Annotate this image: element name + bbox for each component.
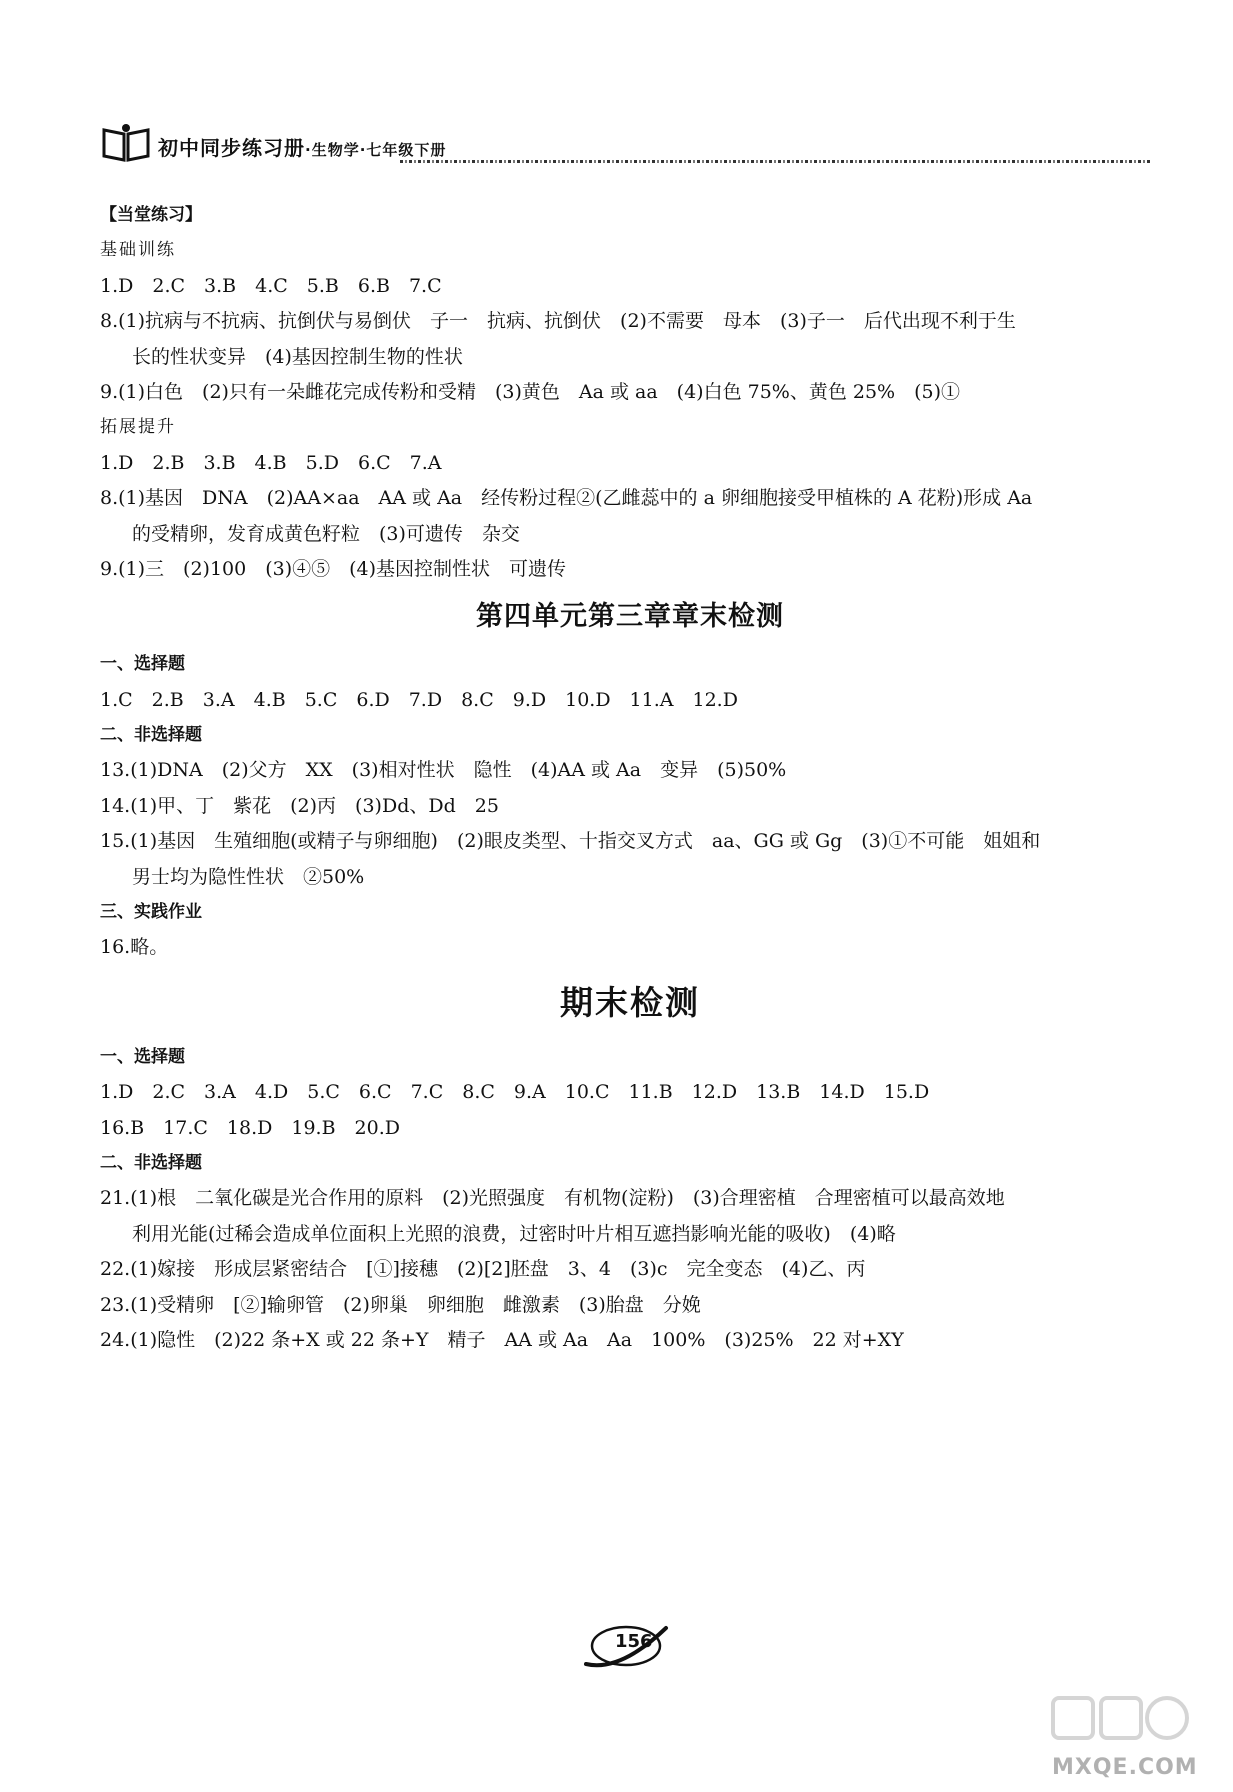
basic-training-label: 基础训练 <box>100 240 176 261</box>
answer-line: 的受精卵，发育成黄色籽粒 (3)可遗传 杂交 <box>132 522 520 545</box>
answer-line: 21.(1)根 二氧化碳是光合作用的原料 (2)光照强度 有机物(淀粉) (3)合理密植 合理密植可以最高效地 <box>100 1187 1005 1210</box>
answer-line: 1.C 2.B 3.A 4.B 5.C 6.D 7.D 8.C 9.D 10.D 11.A 12.D <box>100 688 738 711</box>
answer-line: 16.略。 <box>100 936 169 959</box>
answer-line: 1.D 2.C 3.A 4.D 5.C 6.C 7.C 8.C 9.A 10.C 11.B 12.D 13.B 14.D 15.D <box>100 1081 930 1104</box>
book-icon <box>100 122 152 162</box>
answer-line: 14.(1)甲、丁 紫花 (2)丙 (3)Dd、Dd 25 <box>100 794 499 817</box>
chapter-test-title: 第四单元第三章章末检测 <box>476 601 784 633</box>
page-header <box>100 122 1150 162</box>
header-title <box>158 132 446 161</box>
practice-heading: 【当堂练习】 <box>100 205 202 225</box>
book-subject: ·生物学·七年级下册 <box>305 141 447 159</box>
answer-line: 8.(1)基因 DNA (2)AA×aa AA 或 Aa 经传粉过程②(乙雌蕊中的 a 卵细胞接受甲植株的 A 花粉)形成 Aa <box>100 487 1033 510</box>
choice-label: 一、选择题 <box>100 654 185 675</box>
answer-line: 8.(1)抗病与不抗病、抗倒伏与易倒伏 子一 抗病、抗倒伏 (2)不需要 母本 (3)子一 后代出现不利于生 <box>100 310 1016 333</box>
non-choice-label: 二、非选择题 <box>100 725 202 746</box>
answer-line: 利用光能(过稀会造成单位面积上光照的浪费，过密时叶片相互遮挡影响光能的吸收) (4)略 <box>132 1222 896 1245</box>
practice-work-label: 三、实践作业 <box>100 902 202 923</box>
answer-line: 15.(1)基因 生殖细胞(或精子与卵细胞) (2)眼皮类型、十指交叉方式 aa、GG 或 Gg (3)①不可能 姐姐和 <box>100 830 1041 853</box>
answer-line: 22.(1)嫁接 形成层紧密结合 [①]接穗 (2)[2]胚盘 3、4 (3)c 完全变态 (4)乙、丙 <box>100 1258 866 1281</box>
answer-line: 24.(1)隐性 (2)22 条+X 或 22 条+Y 精子 AA 或 Aa Aa 100% (3)25% 22 对+XY <box>100 1328 904 1351</box>
answer-line: 23.(1)受精卵 [②]输卵管 (2)卵巢 卵细胞 雌激素 (3)胎盘 分娩 <box>100 1293 701 1316</box>
non-choice-label: 二、非选择题 <box>100 1152 202 1173</box>
watermark-text: MXQE.COM <box>1052 1755 1198 1780</box>
answer-line: 9.(1)三 (2)100 (3)④⑤ (4)基因控制性状 可遗传 <box>100 557 567 580</box>
extend-training-label: 拓展提升 <box>100 417 176 438</box>
answer-line: 1.D 2.B 3.B 4.B 5.D 6.C 7.A <box>100 451 442 474</box>
final-test-title: 期末检测 <box>560 982 700 1022</box>
answer-line: 长的性状变异 (4)基因控制生物的性状 <box>132 345 463 368</box>
answer-line: 13.(1)DNA (2)父方 XX (3)相对性状 隐性 (4)AA 或 Aa 变异 (5)50% <box>100 759 787 782</box>
answer-line: 男士均为隐性性状 ②50% <box>132 865 365 888</box>
header-divider <box>400 160 1150 163</box>
answer-line: 16.B 17.C 18.D 19.B 20.D <box>100 1116 401 1139</box>
answer-line: 1.D 2.C 3.B 4.C 5.B 6.B 7.C <box>100 274 442 297</box>
answer-content <box>100 198 1160 1358</box>
page-number: 156 <box>615 1631 653 1652</box>
answer-line: 9.(1)白色 (2)只有一朵雌花完成传粉和受精 (3)黄色 Aa 或 aa (4)白色 75%、黄色 25% (5)① <box>100 380 961 403</box>
choice-label: 一、选择题 <box>100 1046 185 1067</box>
book-title: 初中同步练习册 <box>158 136 305 160</box>
